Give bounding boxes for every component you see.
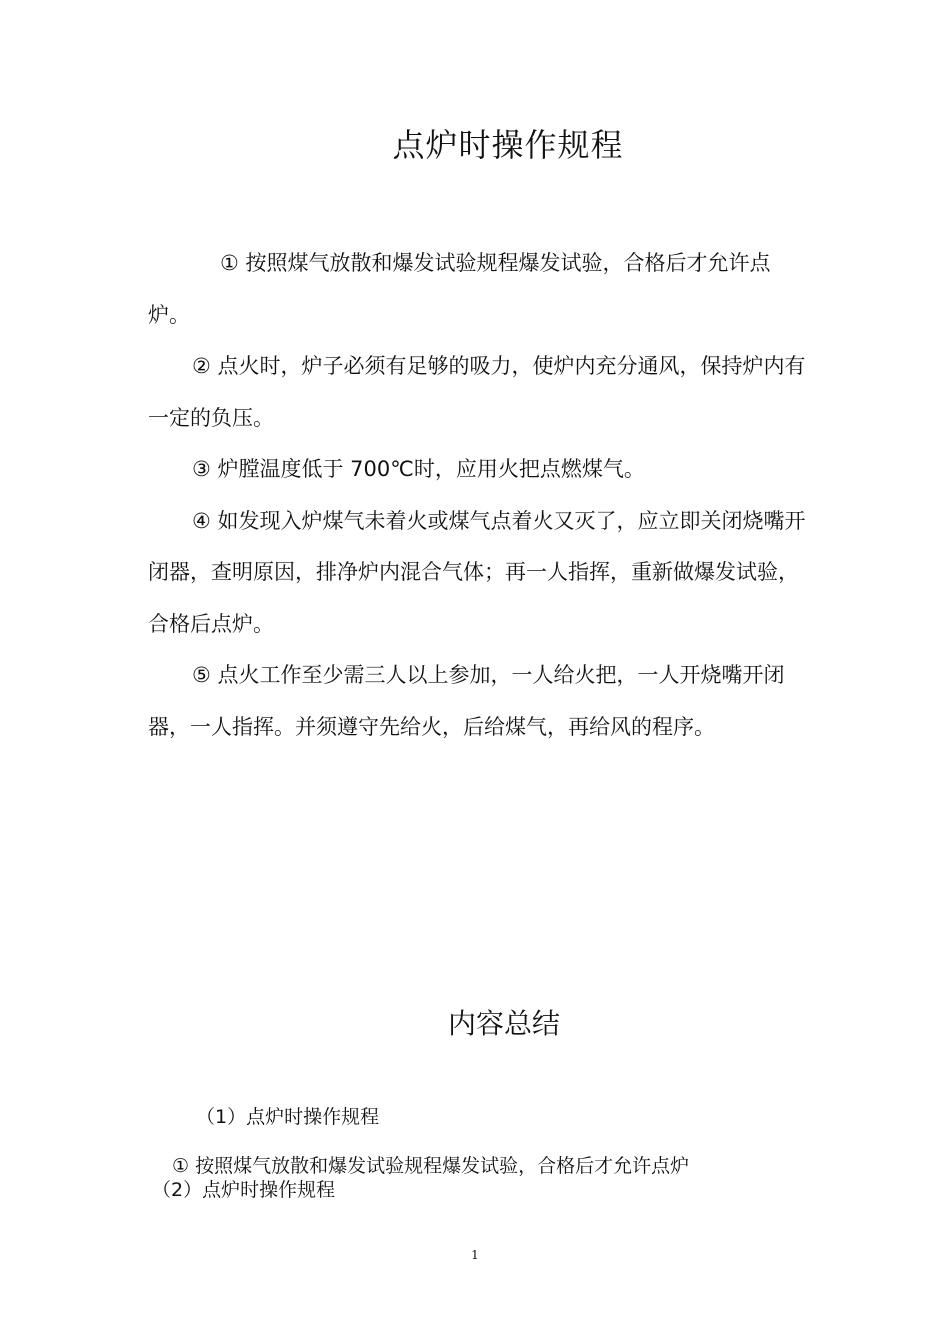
document-body <box>148 238 808 753</box>
summary-line-1: （1）点炉时操作规程 <box>196 1106 380 1128</box>
paragraph-5: ⑤ 点火工作至少需三人以上参加，一人给火把，一人开烧嘴开闭器，一人指挥。并须遵守先给火，后给煤气，再给风的程序。 <box>148 663 785 739</box>
paragraph-2: ② 点火时，炉子必须有足够的吸力，使炉内充分通风，保持炉内有一定的负压。 <box>148 354 806 430</box>
page-number: 1 <box>471 1248 479 1262</box>
summary-line-3: （2）点炉时操作规程 <box>152 1179 336 1201</box>
paragraph-1: ① 按照煤气放散和爆发试验规程爆发试验，合格后才允许点炉。 <box>148 251 771 327</box>
summary-title: 内容总结 <box>447 1007 560 1040</box>
document-title: 点炉时操作规程 <box>392 126 624 164</box>
paragraph-4: ④ 如发现入炉煤气未着火或煤气点着火又灭了，应立即关闭烧嘴开闭器，查明原因，排净炉内混合气体；再一人指挥，重新做爆发试验，合格后点炉。 <box>148 508 806 636</box>
paragraph-3: ③ 炉膛温度低于 700℃时，应用火把点燃煤气。 <box>192 457 645 481</box>
summary-line-2: ① 按照煤气放散和爆发试验规程爆发试验，合格后才允许点炉 <box>172 1155 690 1177</box>
